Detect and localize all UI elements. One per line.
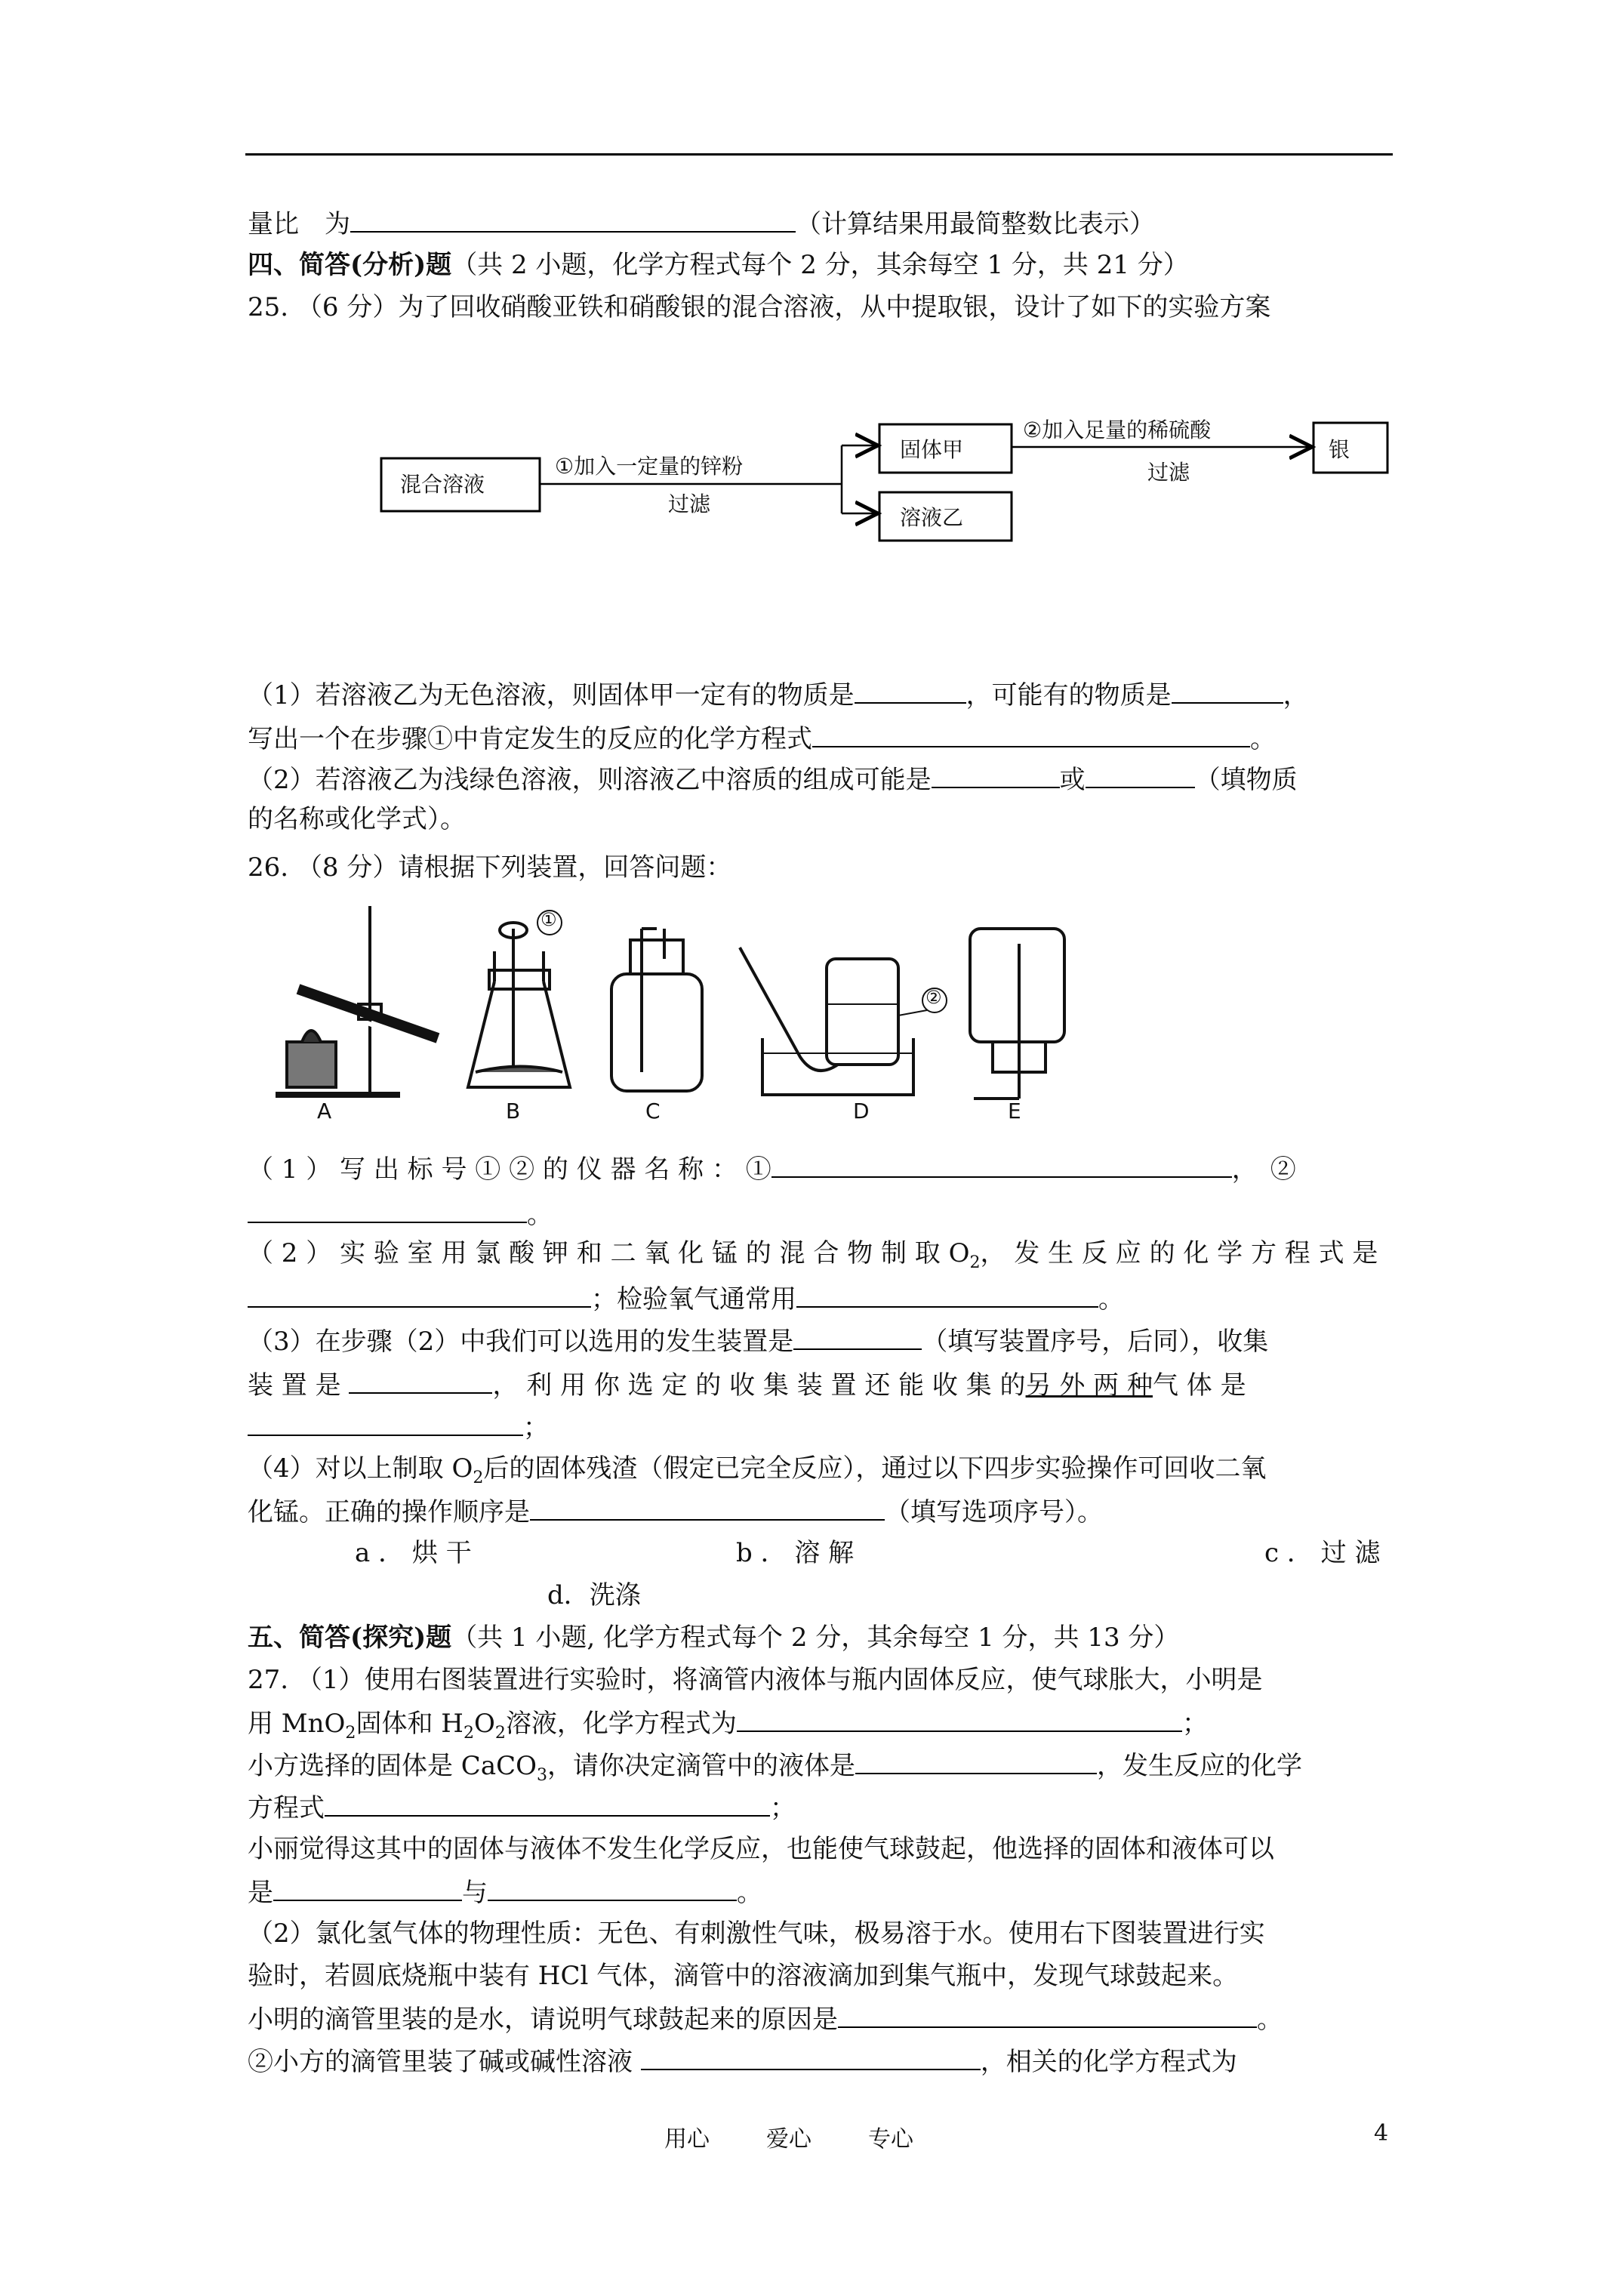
q25-intro: 25. （6 分）为了回收硝酸亚铁和硝酸银的混合溶液，从中提取银，设计了如下的实验方案 <box>248 292 1271 322</box>
q27-line2 <box>248 1705 1208 1750</box>
q25-part2-cont: 的名称或化学式）。 <box>248 804 466 834</box>
apparatus-label-e: E <box>1008 1099 1021 1123</box>
q25-p1-text: （1）若溶液乙为无色溶液，则固体甲一定有的物质是 <box>248 680 855 710</box>
footer-text-2: 爱心 <box>766 2126 812 2153</box>
q27-l9-end: 。 <box>1257 2005 1283 2035</box>
q26-p3-text5: 气 体 是 <box>1153 1370 1246 1401</box>
line-ratio <box>248 205 1155 242</box>
answer-blank[interactable] <box>812 720 1250 747</box>
q26-p3-end: ； <box>523 1413 549 1443</box>
q26-p2-text: （ 2 ） 实 验 室 用 氯 酸 钾 和 二 氧 化 锰 的 混 合 物 制 取 O <box>248 1238 970 1268</box>
q25-p2-text2: （填物质 <box>1194 765 1298 795</box>
answer-blank[interactable] <box>737 1705 1182 1732</box>
ratio-hint: （计算结果用最简整数比表示） <box>796 209 1155 239</box>
q27-line8: 验时，若圆底烧瓶中装有 HCl 气体，滴管中的溶液滴加到集气瓶中，发现气球鼓起来。 <box>248 1961 1239 1991</box>
flow-filter1-label: 过滤 <box>668 492 711 516</box>
q26-p4-text2: 后的固体残渣（假定已完全反应），通过以下四步实验操作可回收二氧 <box>483 1453 1267 1484</box>
q26-p3-text: （3）在步骤（2）中我们可以选用的发生装置是 <box>248 1327 794 1357</box>
q27-l2-sub2: 2 <box>463 1722 474 1743</box>
q25-p1-text3: ， <box>1283 680 1309 710</box>
answer-blank[interactable] <box>488 1874 737 1901</box>
apparatus-mark-2: ② <box>925 987 942 1008</box>
q26-p4-sub: 2 <box>473 1467 484 1487</box>
q27-l3-text2: ，请你决定滴管中的液体是 <box>547 1751 856 1781</box>
box-silver <box>1313 423 1387 473</box>
apparatus-label-c: C <box>645 1099 661 1123</box>
q26-p4-text4: （填写选项序号）。 <box>885 1497 1103 1527</box>
q26-p2-text3: ；检验氧气通常用 <box>591 1284 796 1314</box>
q26-p4-text3: 化锰。正确的操作顺序是 <box>248 1497 530 1527</box>
q25-p2-text: （2）若溶液乙为浅绿色溶液，则溶液乙中溶质的组成可能是 <box>248 765 932 795</box>
q27-line1: 27. （1）使用右图装置进行实验时，将滴管内液体与瓶内固体反应，使气球胀大，小明是 <box>248 1665 1263 1695</box>
q27-l2-text2: 固体和 H <box>356 1709 463 1739</box>
flow-filter2-label: 过滤 <box>1147 460 1190 485</box>
q26-p2-end: 。 <box>1098 1284 1124 1314</box>
q25-p1-text2: ，可能有的物质是 <box>965 680 1172 710</box>
q27-line9 <box>248 2001 1283 2037</box>
q27-line10 <box>248 2043 1237 2079</box>
footer-text-1: 用心 <box>664 2126 710 2153</box>
q26-part1-cont <box>248 1196 553 1232</box>
q26-p3-text4: ， 利 用 你 选 定 的 收 集 装 置 还 能 收 集 的 <box>492 1370 1026 1401</box>
q27-l4-text: 方程式 <box>248 1793 325 1823</box>
q25-p1-eq-text: 写出一个在步骤①中肯定发生的反应的化学方程式 <box>248 724 812 754</box>
answer-blank[interactable] <box>641 2043 981 2070</box>
answer-blank[interactable] <box>1172 676 1283 704</box>
q26-p3-text2: （填写装置序号，后同），收集 <box>922 1327 1269 1357</box>
q27-line5: 小丽觉得这其中的固体与液体不发生化学反应，也能使气球鼓起，他选择的固体和液体可以 <box>248 1834 1274 1864</box>
flow-mix-label: 混合溶液 <box>400 472 485 497</box>
q27-l3-text: 小方选择的固体是 CaCO <box>248 1751 537 1781</box>
q27-l2-sub1: 2 <box>345 1722 356 1743</box>
answer-blank[interactable] <box>1086 761 1195 788</box>
answer-blank[interactable] <box>248 1409 523 1436</box>
q26-part3 <box>248 1323 1268 1359</box>
q26-p4-text: （4）对以上制取 O <box>248 1453 473 1484</box>
q26-p1-end: 。 <box>527 1200 553 1230</box>
q27-l10-text: ②小方的滴管里装了碱或碱性溶液 <box>248 2047 633 2077</box>
q26-p3-emph: 另 外 两 种 <box>1025 1370 1153 1401</box>
q26-p2-sub: 2 <box>969 1252 981 1272</box>
q26-part3-blank <box>248 1409 549 1445</box>
q26-p1-text2: ， ② <box>1231 1154 1296 1185</box>
q26-p1-text: （ 1 ） 写 出 标 号 ① ② 的 仪 器 名 称 ： ① <box>248 1154 771 1185</box>
answer-blank[interactable] <box>350 205 796 233</box>
answer-blank[interactable] <box>771 1151 1232 1178</box>
apparatus-label-b: B <box>506 1099 521 1123</box>
option-b: b ． 溶 解 <box>736 1538 855 1568</box>
page-number: 4 <box>1374 2120 1389 2147</box>
q27-line6 <box>248 1874 762 1910</box>
answer-blank[interactable] <box>932 761 1060 788</box>
section4-note: （共 2 小题，化学方程式每个 2 分，其余每空 1 分，共 21 分） <box>451 250 1189 280</box>
option-c: c ． 过 滤 <box>1264 1538 1381 1568</box>
q27-line4 <box>248 1789 796 1826</box>
answer-blank[interactable] <box>793 1323 922 1350</box>
option-a: a ． 烘 干 <box>355 1538 472 1568</box>
q26-part4-cont <box>248 1493 1103 1530</box>
q26-p2-text2: ， 发 生 反 应 的 化 学 方 程 式 是 <box>980 1238 1378 1268</box>
header-rule <box>245 153 1393 156</box>
flow-step2-label: ②加入足量的稀硫酸 <box>1023 418 1212 442</box>
q27-l9-text: 小明的滴管里装的是水，请说明气球鼓起来的原因是 <box>248 2005 838 2035</box>
q27-l6-end: 。 <box>737 1878 762 1908</box>
apparatus-label-a: A <box>317 1099 332 1123</box>
answer-blank[interactable] <box>349 1367 492 1394</box>
answer-blank[interactable] <box>796 1281 1098 1308</box>
q26-part2-cont <box>248 1281 1124 1317</box>
section5-heading <box>248 1620 1179 1655</box>
q27-l2-end: ； <box>1181 1709 1208 1739</box>
answer-blank[interactable] <box>530 1493 885 1521</box>
answer-blank[interactable] <box>325 1789 770 1817</box>
q27-l6-text: 是 <box>248 1878 273 1908</box>
q27-l2-text3: O <box>474 1709 495 1739</box>
q27-l3-text3: ，发生反应的化学 <box>1097 1751 1303 1781</box>
q26-p3-text3: 装 置 是 <box>248 1370 341 1401</box>
q27-l6-and: 与 <box>462 1878 488 1908</box>
q27-l2-text: 用 MnO <box>248 1709 346 1739</box>
flow-step1-label: ①加入一定量的锌粉 <box>555 454 744 479</box>
q26-part1 <box>248 1151 1296 1187</box>
flow-solid-label: 固体甲 <box>900 437 964 462</box>
section5-note: （共 1 小题, 化学方程式每个 2 分，其余每空 1 分，共 13 分） <box>451 1623 1180 1653</box>
answer-blank[interactable] <box>248 1196 527 1223</box>
footer-text-3: 专心 <box>868 2126 913 2153</box>
q25-p2-or: 或 <box>1059 765 1086 795</box>
section4-title: 四、简答(分析)题 <box>248 250 452 280</box>
answer-blank[interactable] <box>248 1281 591 1308</box>
q27-l10-text2: ，相关的化学方程式为 <box>980 2047 1237 2077</box>
flow-silver-label: 银 <box>1329 437 1350 462</box>
section4-heading <box>248 248 1189 282</box>
flow-solution-label: 溶液乙 <box>900 505 964 530</box>
answer-blank[interactable] <box>273 1874 462 1901</box>
answer-blank[interactable] <box>855 676 966 704</box>
apparatus-mark-1: ① <box>540 909 557 930</box>
q27-l3-sub: 3 <box>536 1764 548 1785</box>
ratio-label: 量比 为 <box>248 209 350 239</box>
q27-l2-text4: 溶液，化学方程式为 <box>505 1709 737 1739</box>
answer-blank[interactable] <box>838 2001 1257 2028</box>
q25-p1-end: 。 <box>1250 724 1276 754</box>
q25-part2 <box>248 761 1298 797</box>
q27-l4-end: ； <box>770 1793 796 1823</box>
q27-line7: （2）氯化氢气体的物理性质：无色、有刺激性气味，极易溶于水。使用右下图装置进行实 <box>248 1918 1265 1949</box>
answer-blank[interactable] <box>855 1747 1097 1774</box>
q25-part1-equation <box>248 720 1276 757</box>
option-d: d．洗涤 <box>547 1580 641 1610</box>
q26-intro: 26. （8 分）请根据下列装置，回答问题： <box>248 852 732 883</box>
section5-title: 五、简答(探究)题 <box>248 1623 452 1653</box>
q25-part1 <box>248 676 1309 713</box>
q26-part3-cont <box>248 1367 1246 1403</box>
q26-part4 <box>248 1451 1266 1495</box>
q27-line3 <box>248 1747 1302 1792</box>
q27-l2-sub3: 2 <box>494 1722 506 1743</box>
apparatus-label-d: D <box>853 1099 870 1123</box>
q26-part2 <box>248 1236 1378 1280</box>
